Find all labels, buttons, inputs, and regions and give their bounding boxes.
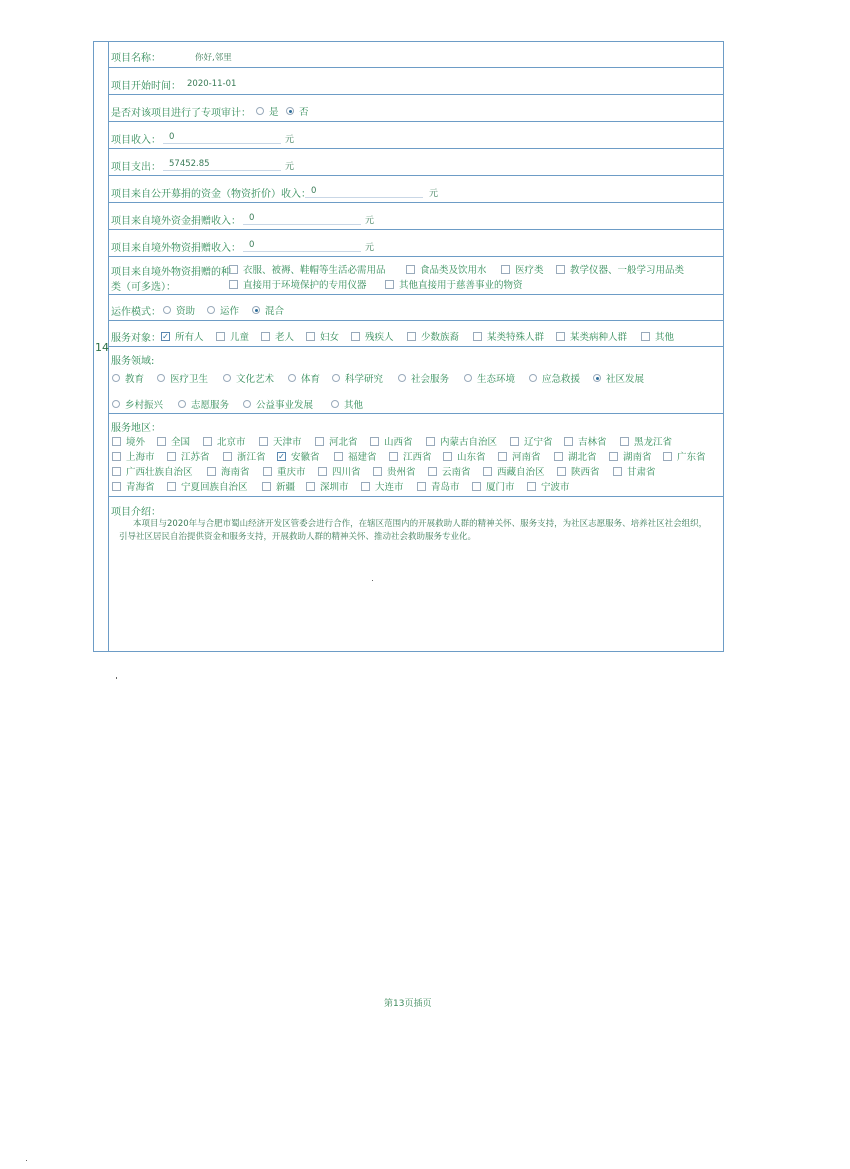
region-option[interactable] [428,464,471,478]
goods-food-checkbox[interactable] [406,265,415,274]
foreign-fund-label: 项目来自境外资金捐赠收入： [111,216,241,227]
field-label: 科学研究 [345,374,384,385]
region-label: 陕西省 [571,467,600,478]
region-label: 北京市 [217,437,246,448]
region-option[interactable] [203,434,246,448]
region-checkbox[interactable] [554,452,563,461]
region-checkbox[interactable] [315,437,324,446]
target-special-label: 某类特殊人群 [487,332,545,343]
region-option[interactable] [207,464,250,478]
region-option[interactable] [609,449,652,463]
row-public-fund [109,176,724,203]
goods-option-medical[interactable] [501,262,544,276]
region-checkbox[interactable] [613,467,622,476]
region-option[interactable] [426,434,497,448]
audit-no-option[interactable] [286,104,309,118]
field-label: 社区发展 [606,374,645,385]
field-option[interactable] [529,371,580,385]
region-option[interactable] [306,479,349,493]
foreign-fund-unit: 元 [365,216,375,226]
region-checkbox[interactable] [318,467,327,476]
public-fund-field[interactable] [305,183,423,198]
mode-option-funding[interactable] [163,303,195,317]
region-checkbox[interactable] [167,482,176,491]
region-checkbox[interactable] [389,452,398,461]
target-option[interactable] [351,329,394,343]
region-label: 福建省 [348,452,377,463]
field-radio[interactable] [529,374,537,382]
region-option[interactable] [262,479,295,493]
scan-speck [116,677,117,679]
goods-daily-checkbox[interactable] [229,265,238,274]
region-option[interactable] [620,434,672,448]
region-checkbox[interactable] [223,452,232,461]
goods-daily-label: 衣服、被褥、鞋帽等生活必需用品 [243,265,386,276]
row-start-date [109,68,724,95]
target-all-label: 所有人 [175,332,204,343]
region-label: 宁波市 [541,482,570,493]
region-option[interactable] [334,449,377,463]
target-minority-label: 少数族裔 [421,332,460,343]
goods-option-environment[interactable] [229,277,367,291]
target-special-checkbox[interactable] [473,332,482,341]
field-radio[interactable] [464,374,472,382]
region-label: 安徽省 [291,452,320,463]
region-label: 河南省 [512,452,541,463]
region-option[interactable] [554,449,597,463]
region-label: 青岛市 [431,482,460,493]
target-elderly-checkbox[interactable] [261,332,270,341]
goods-environment-checkbox[interactable] [229,280,238,289]
goods-option-teaching[interactable] [556,262,684,276]
region-checkbox[interactable] [483,467,492,476]
region-label: 厦门市 [486,482,515,493]
target-women-checkbox[interactable] [306,332,315,341]
mode-funding-label: 资助 [176,306,196,317]
row-foreign-goods [109,230,724,257]
target-other-checkbox[interactable] [641,332,650,341]
region-checkbox[interactable] [334,452,343,461]
region-label: 黑龙江省 [634,437,673,448]
project-name-label: 项目名称： [111,53,161,64]
goods-environment-label: 直接用于环境保护的专用仪器 [243,280,367,291]
mode-mixed-label: 混合 [265,306,285,317]
row-service-field [109,347,724,414]
row-operation-mode [109,295,724,321]
field-label: 志愿服务 [191,400,230,411]
row-number: 14 [95,341,109,354]
scan-speck [372,580,373,581]
field-label: 教育 [125,374,145,385]
target-disabled-label: 残疾人 [365,332,394,343]
mode-funding-radio[interactable] [163,306,171,314]
goods-type-label-1: 项目来自境外物资捐赠的种 [111,267,231,278]
field-label: 其他 [344,400,364,411]
project-name-value[interactable]: 你好,邻里 [195,53,232,63]
operation-mode-label: 运作模式： [111,307,161,318]
region-checkbox[interactable] [203,437,212,446]
scan-speck [26,1160,27,1161]
income-label: 项目收入： [111,135,161,146]
foreign-fund-value: 0 [249,213,255,223]
row-expense [109,149,724,176]
field-radio[interactable] [288,374,296,382]
region-checkbox[interactable] [472,482,481,491]
region-label: 内蒙古自治区 [440,437,498,448]
region-option[interactable] [259,434,302,448]
foreign-goods-value: 0 [249,240,255,250]
region-label: 浙江省 [237,452,266,463]
goods-medical-label: 医疗类 [515,265,544,276]
region-option[interactable] [663,449,706,463]
target-children-checkbox[interactable] [216,332,225,341]
field-label: 乡村振兴 [125,400,164,411]
row-income [109,122,724,149]
region-checkbox[interactable] [510,437,519,446]
region-option[interactable] [112,464,193,478]
field-radio[interactable] [112,374,120,382]
region-label: 海南省 [221,467,250,478]
region-option[interactable] [557,464,600,478]
region-option[interactable] [112,479,155,493]
region-checkbox[interactable] [207,467,216,476]
region-option[interactable] [157,434,190,448]
foreign-goods-label: 项目来自境外物资捐赠收入： [111,243,241,254]
audit-yes-label: 是 [269,107,279,118]
goods-charity-checkbox[interactable] [385,280,394,289]
target-option[interactable] [261,329,294,343]
field-label: 文化艺术 [236,374,275,385]
region-label: 新疆 [276,482,296,493]
region-label: 西藏自治区 [497,467,545,478]
region-label: 江苏省 [181,452,210,463]
row-goods-type [109,257,724,295]
field-radio[interactable] [331,400,339,408]
region-checkbox[interactable] [112,437,121,446]
public-fund-label: 项目来自公开募捐的资金（物资折价）收入： [111,189,311,200]
income-unit: 元 [285,135,295,145]
region-label: 湖南省 [623,452,652,463]
target-option[interactable] [473,329,544,343]
public-fund-value: 0 [311,186,317,196]
region-checkbox[interactable] [663,452,672,461]
region-checkbox[interactable] [112,482,121,491]
region-checkbox[interactable] [443,452,452,461]
goods-charity-label: 其他直接用于慈善事业的物资 [399,280,523,291]
region-checkbox[interactable] [498,452,507,461]
region-option[interactable] [527,479,570,493]
expense-unit: 元 [285,162,295,172]
field-label: 生态环境 [477,374,516,385]
goods-option-food[interactable] [406,262,487,276]
field-radio[interactable] [157,374,165,382]
region-checkbox[interactable] [262,482,271,491]
target-option[interactable] [407,329,459,343]
audit-no-label: 否 [299,107,309,118]
start-date-label: 项目开始时间： [111,81,181,92]
mode-mixed-radio[interactable] [252,306,260,314]
target-option[interactable] [641,329,674,343]
region-option[interactable] [417,479,460,493]
goods-food-label: 食品类及饮用水 [420,265,487,276]
field-radio[interactable] [243,400,251,408]
field-option[interactable] [243,397,313,411]
region-option[interactable] [167,449,210,463]
goods-teaching-checkbox[interactable] [556,265,565,274]
region-label: 大连市 [375,482,404,493]
target-option[interactable] [161,329,204,343]
target-disabled-checkbox[interactable] [351,332,360,341]
introduction-label: 项目介绍： [111,507,161,518]
field-option[interactable] [464,371,515,385]
page-footer: 第13页插页 [384,999,432,1009]
field-option[interactable] [593,371,644,385]
target-option[interactable] [556,329,627,343]
region-option[interactable] [315,434,358,448]
target-all-checkbox[interactable]: ✓ [162,331,169,341]
region-option[interactable] [277,449,320,463]
region-option[interactable] [167,479,248,493]
expense-label: 项目支出： [111,162,161,173]
region-label: 辽宁省 [524,437,553,448]
region-label: 云南省 [442,467,471,478]
special-audit-label: 是否对该项目进行了专项审计： [111,108,251,119]
mode-option-operate[interactable] [207,303,239,317]
region-checkbox[interactable] [112,452,121,461]
region-option[interactable] [223,449,266,463]
field-option[interactable] [112,397,163,411]
target-women-label: 妇女 [320,332,340,343]
audit-yes-option[interactable] [256,104,279,118]
region-option[interactable] [472,479,515,493]
target-disease-checkbox[interactable] [556,332,565,341]
row-service-target [109,321,724,347]
region-label: 天津市 [273,437,302,448]
target-disease-label: 某类病种人群 [570,332,628,343]
region-label: 江西省 [403,452,432,463]
region-checkbox[interactable] [428,467,437,476]
service-target-label: 服务对象： [111,333,161,344]
region-option[interactable] [564,434,607,448]
audit-yes-radio[interactable] [256,107,264,115]
target-children-label: 儿童 [230,332,250,343]
region-option[interactable] [112,449,155,463]
field-label: 社会服务 [411,374,450,385]
field-radio[interactable] [112,400,120,408]
mode-operate-label: 运作 [220,306,240,317]
region-label: 四川省 [332,467,361,478]
service-region-label: 服务地区： [111,423,161,434]
target-other-label: 其他 [655,332,675,343]
region-option[interactable] [263,464,306,478]
row-foreign-fund [109,203,724,230]
mode-option-mixed[interactable] [252,303,284,317]
field-radio[interactable] [332,374,340,382]
region-option[interactable] [613,464,656,478]
region-checkbox[interactable] [417,482,426,491]
region-label: 广东省 [677,452,706,463]
goods-type-label-2: 类（可多选）： [111,282,176,293]
region-label: 境外 [126,437,146,448]
income-field[interactable] [163,129,281,144]
income-value: 0 [169,132,175,142]
region-option[interactable] [389,449,432,463]
expense-value: 57452.85 [169,159,210,169]
service-field-label: 服务领域: [111,356,155,367]
row-special-audit [109,95,724,122]
field-option[interactable] [178,397,229,411]
field-radio-selected[interactable] [593,374,601,382]
region-label: 深圳市 [320,482,349,493]
start-date-value[interactable]: 2020-11-01 [187,79,237,89]
region-checkbox[interactable] [306,482,315,491]
region-option[interactable] [318,464,361,478]
field-option[interactable] [288,371,320,385]
field-option[interactable] [112,371,144,385]
goods-teaching-label: 教学仪器、一般学习用品类 [570,265,685,276]
field-label: 应急救援 [542,374,581,385]
row-service-region [109,414,724,497]
region-checkbox[interactable] [620,437,629,446]
region-checkbox[interactable] [361,482,370,491]
region-checkbox[interactable] [167,452,176,461]
region-checkbox[interactable] [426,437,435,446]
region-checkbox[interactable] [609,452,618,461]
region-label: 重庆市 [277,467,306,478]
region-label: 宁夏回族自治区 [181,482,248,493]
field-radio[interactable] [178,400,186,408]
region-checkbox[interactable] [263,467,272,476]
field-option[interactable] [332,371,383,385]
region-option[interactable] [483,464,545,478]
region-label: 上海市 [126,452,155,463]
region-checkbox[interactable] [259,437,268,446]
field-option[interactable] [157,371,208,385]
region-label: 吉林省 [578,437,607,448]
goods-option-charity[interactable] [385,277,523,291]
region-checkbox-checked[interactable]: ✓ [278,451,285,461]
field-option[interactable] [331,397,363,411]
field-label: 医疗卫生 [170,374,209,385]
mode-operate-radio[interactable] [207,306,215,314]
field-radio[interactable] [398,374,406,382]
field-option[interactable] [223,371,274,385]
region-option[interactable] [443,449,486,463]
region-option[interactable] [373,464,416,478]
region-label: 甘肃省 [627,467,656,478]
field-label: 体育 [301,374,321,385]
target-option[interactable] [306,329,339,343]
region-option[interactable] [361,479,404,493]
region-checkbox[interactable] [527,482,536,491]
target-option[interactable] [216,329,249,343]
region-checkbox[interactable] [370,437,379,446]
foreign-fund-field[interactable] [243,210,361,225]
introduction-text[interactable]: 本项目与2020年与合肥市蜀山经济开发区管委会进行合作，在辖区范围内的开展救助人群的精神关怀、服务支持，为社区志愿服务、培养社区社会组织，引导社区居民自治提供资金和服务支持，开展救助人群的精神关怀、推动社会救助服务专业化。 [119,519,708,542]
row-project-name [109,41,724,68]
target-elderly-label: 老人 [275,332,295,343]
region-option[interactable] [112,434,145,448]
region-checkbox[interactable] [157,437,166,446]
foreign-goods-unit: 元 [365,243,375,253]
audit-no-radio[interactable] [286,107,294,115]
field-label: 公益事业发展 [256,400,314,411]
region-label: 山西省 [384,437,413,448]
goods-option-daily[interactable] [229,262,386,276]
region-label: 广西壮族自治区 [126,467,193,478]
region-checkbox[interactable] [373,467,382,476]
goods-medical-checkbox[interactable] [501,265,510,274]
region-checkbox[interactable] [557,467,566,476]
region-checkbox[interactable] [112,467,121,476]
foreign-goods-field[interactable] [243,237,361,252]
region-label: 湖北省 [568,452,597,463]
region-option[interactable] [370,434,413,448]
region-option[interactable] [510,434,553,448]
region-checkbox[interactable] [564,437,573,446]
target-minority-checkbox[interactable] [407,332,416,341]
region-label: 青海省 [126,482,155,493]
field-option[interactable] [398,371,449,385]
region-option[interactable] [498,449,541,463]
field-radio[interactable] [223,374,231,382]
region-label: 全国 [171,437,191,448]
region-label: 山东省 [457,452,486,463]
region-label: 贵州省 [387,467,416,478]
public-fund-unit: 元 [429,189,439,199]
region-label: 河北省 [329,437,358,448]
